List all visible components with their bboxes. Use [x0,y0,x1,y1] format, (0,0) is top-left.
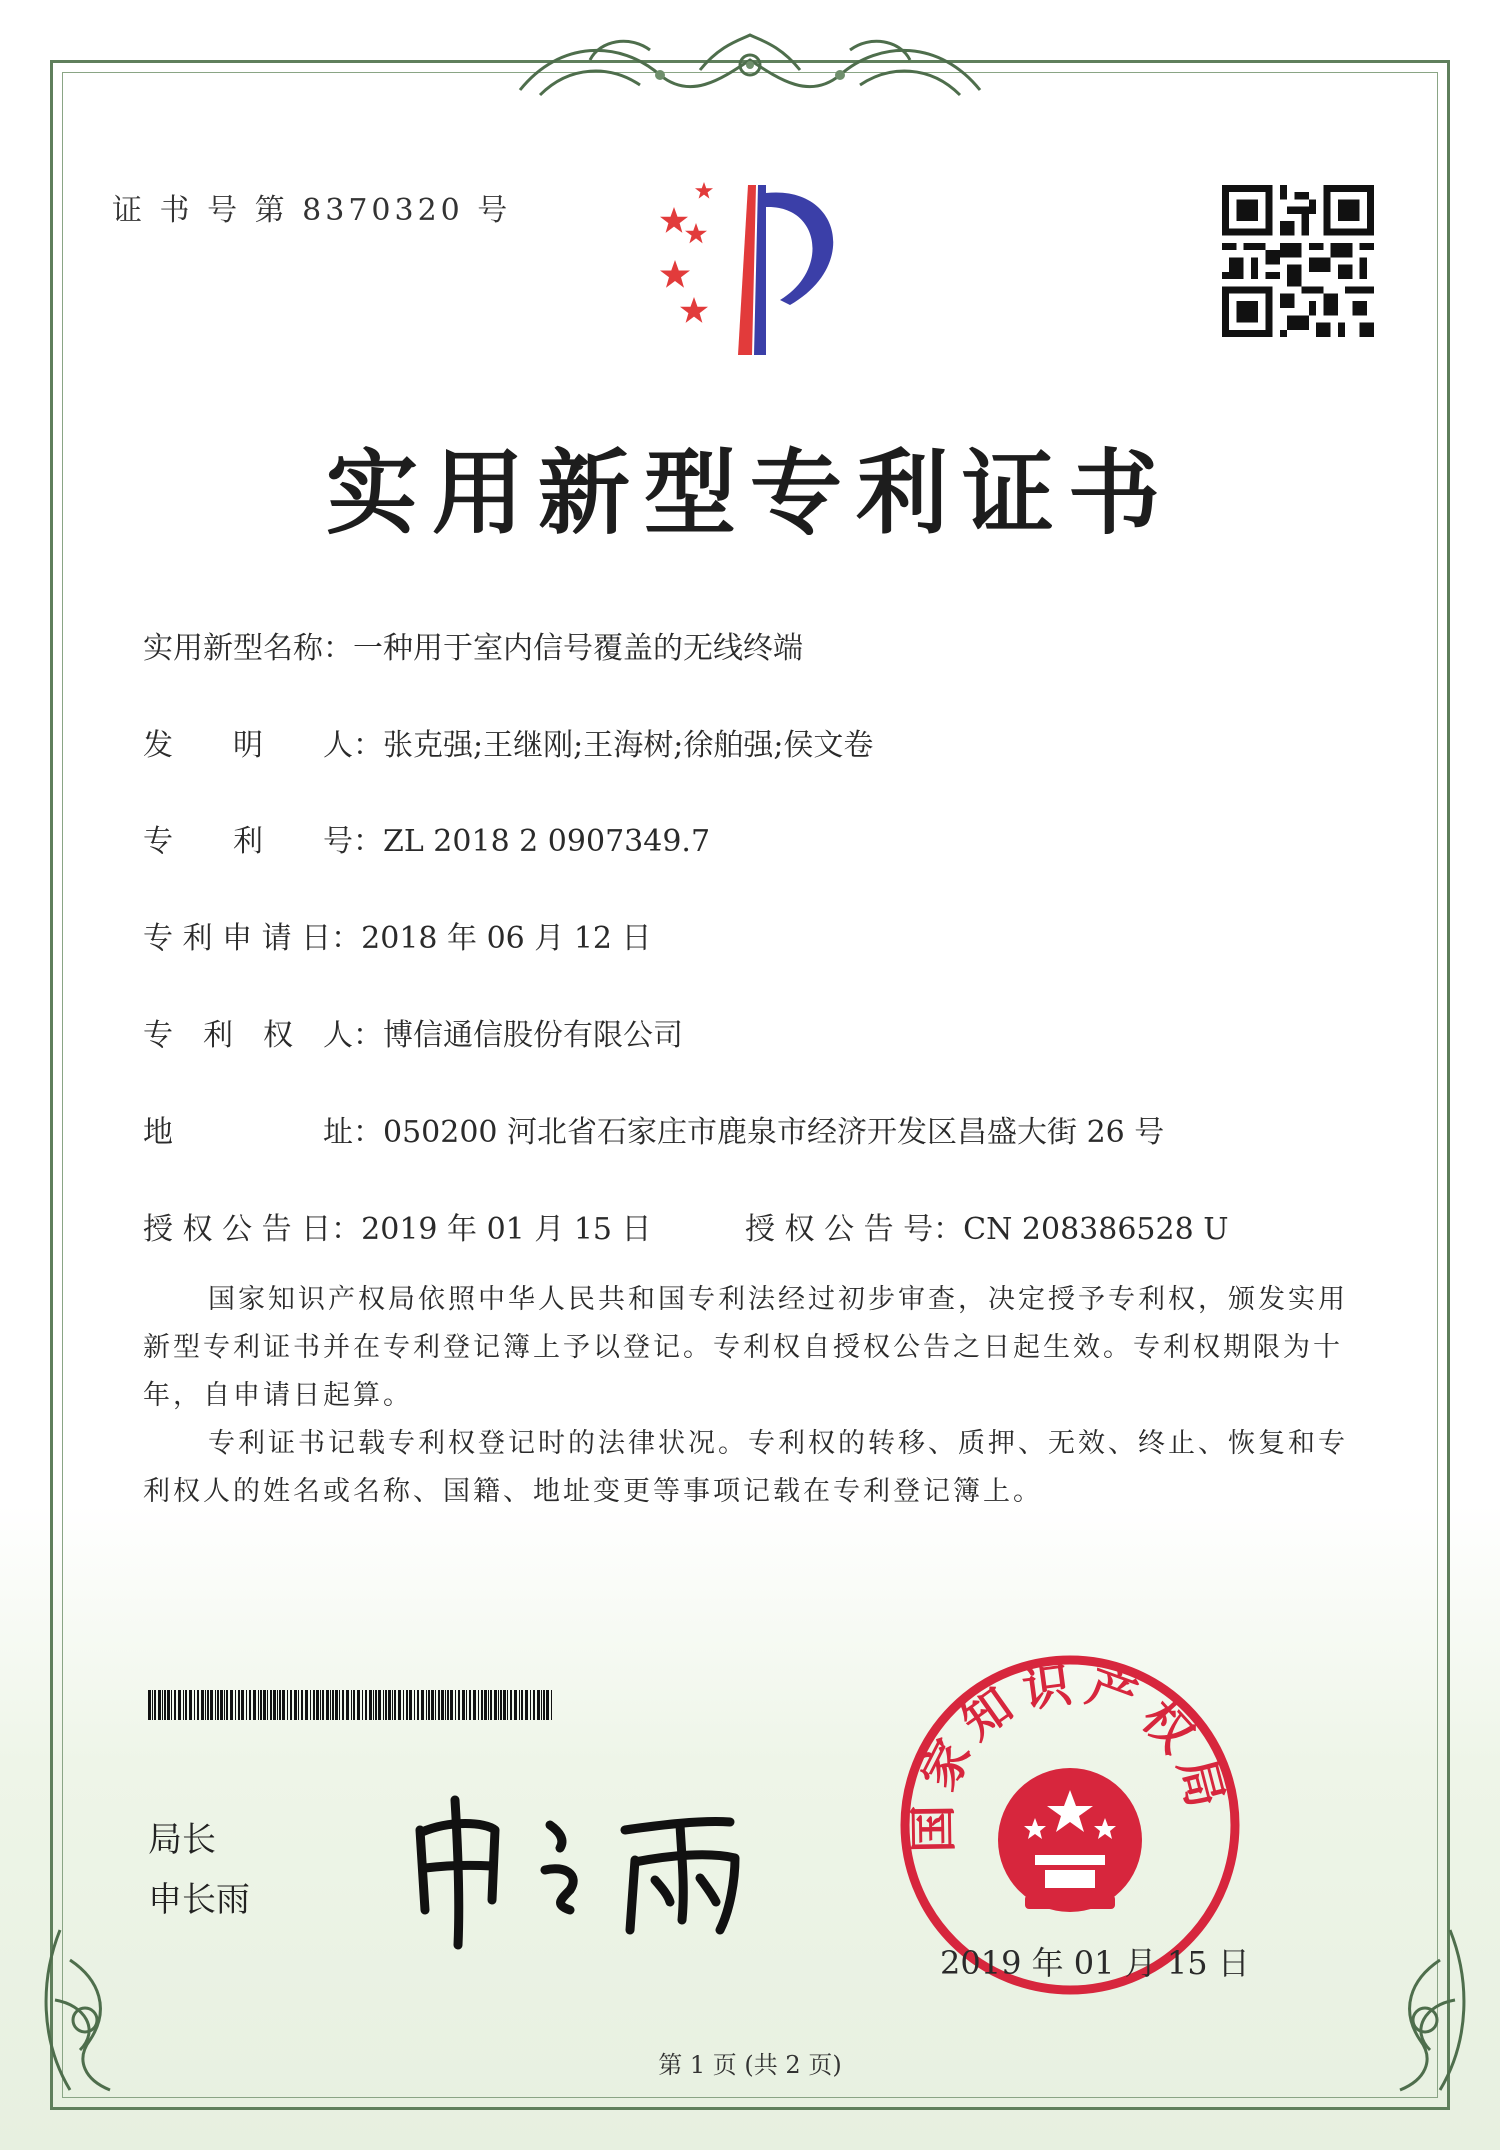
field-value: 一种用于室内信号覆盖的无线终端 [353,631,803,666]
field-address [143,1107,1164,1151]
director-title: 局长 [148,1820,216,1860]
legal-text [143,1276,1363,1516]
bottom-left-ornament [30,1920,180,2120]
qr-code-icon [1222,185,1374,337]
field-value: CN 208386528 U [963,1212,1229,1247]
field-label: 发 明 人： [143,728,383,763]
bottom-right-ornament [1330,1920,1480,2120]
field-grant-date [143,1204,652,1248]
field-label: 实用新型名称： [143,631,353,666]
legal-paragraph-2: 专利证书记载专利权登记时的法律状况。专利权的转移、质押、无效、终止、恢复和专利权人的姓名或名称、国籍、地址变更等事项记载在专利登记簿上。 [143,1428,1348,1507]
certificate-number: 证 书 号 第 8370320 号 [112,193,512,228]
field-value: 050200 河北省石家庄市鹿泉市经济开发区昌盛大街 26 号 [383,1115,1165,1150]
top-ornament [500,20,1000,120]
field-value: 2019 年 01 月 15 日 [361,1212,652,1247]
certificate-title: 实用新型专利证书 [325,440,1174,547]
field-utility-model-name [143,623,803,667]
page-number: 第 1 页 (共 2 页) [658,2051,842,2079]
field-label: 专 利 号： [143,824,383,859]
legal-paragraph-1: 国家知识产权局依照中华人民共和国专利法经过初步审查，决定授予专利权，颁发实用新型专利证书并在专利登记簿上予以登记。专利权自授权公告之日起生效。专利权期限为十年，自申请日起算。 [143,1284,1348,1411]
field-patent-number [143,816,710,860]
cnipa-logo-icon [620,175,880,365]
seal-text: 国家知识产权局 [905,1655,1237,1854]
field-label: 专 利 申 请 日： [143,921,362,956]
director-signature-icon [400,1770,780,1950]
barcode-icon [148,1690,556,1720]
field-grant-number [745,1204,1229,1248]
field-value: 博信通信股份有限公司 [383,1018,683,1053]
field-label: 地 址： [143,1115,383,1150]
field-label: 授 权 公 告 号： [745,1212,964,1247]
director-name: 申长雨 [148,1880,250,1920]
field-label: 专 利 权 人： [143,1018,383,1053]
field-value: 2018 年 06 月 12 日 [361,921,652,956]
field-inventors [143,720,873,764]
field-value: 张克强;王继刚;王海树;徐舶强;侯文卷 [383,728,874,763]
field-value: ZL 2018 2 0907349.7 [383,824,711,859]
seal-date: 2019 年 01 月 15 日 [940,1944,1250,1982]
field-patentee [143,1010,683,1054]
field-filing-date [143,913,652,957]
field-label: 授 权 公 告 日： [143,1212,362,1247]
